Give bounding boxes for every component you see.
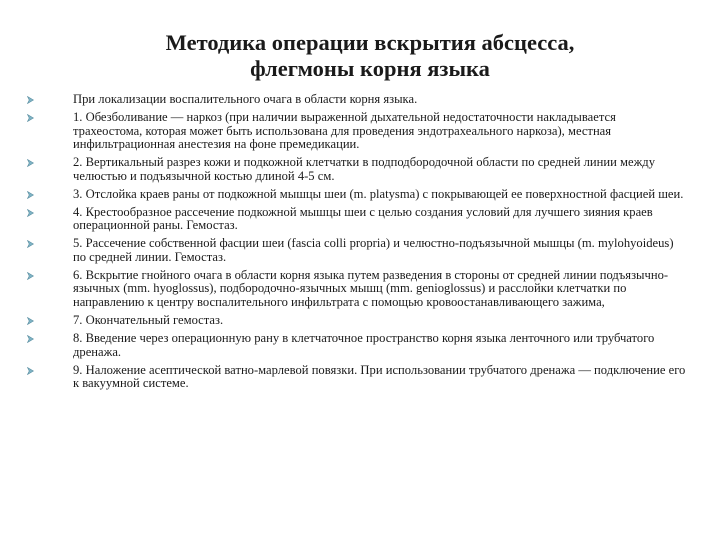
list-item xyxy=(27,111,687,152)
bullet-list xyxy=(27,93,687,395)
list-item-text: 6. Вскрытие гнойного очага в области корня языка путем разведения в стороны от средней линии подъязычно-язычных (mm. hyoglossus), подбородочно-язычных мышц (mm. genioglossus) и расслойки клетчатки по направлению к центру воспалительного инфильтрата с помощью кровоостанавливающего зажима, xyxy=(73,267,669,310)
list-item-text: 3. Отслойка краев раны от подкожной мышцы шеи (m. platysma) с покрывающей ее поверхностной фасцией шеи. xyxy=(73,186,684,201)
title-line-1: Методика операции вскрытия абсцесса, xyxy=(165,30,575,55)
list-item xyxy=(27,188,687,202)
list-item xyxy=(27,314,687,328)
list-item xyxy=(27,93,687,107)
list-item xyxy=(27,237,687,264)
triangle-arrow-bullet-icon xyxy=(27,114,34,122)
list-item-text: 4. Крестообразное рассечение подкожной мышцы шеи с целью создания условий для лучшего зияния краев операционной раны. Гемостаз. xyxy=(73,204,653,233)
list-item xyxy=(27,156,687,183)
list-item-text: 1. Обезболивание — наркоз (при наличии выраженной дыхательной недостаточности накладывается трахеостома, которая может быть использована для проведения эндотрахеального наркоза), местная инфильтрационная анестезия на фоне премедикации. xyxy=(73,109,616,152)
triangle-arrow-bullet-icon xyxy=(27,240,34,248)
slide-title xyxy=(100,30,640,82)
triangle-arrow-bullet-icon xyxy=(27,191,34,199)
list-item xyxy=(27,332,687,359)
triangle-arrow-bullet-icon xyxy=(27,159,34,167)
triangle-arrow-bullet-icon xyxy=(27,367,34,375)
list-item-text: 8. Введение через операционную рану в клетчаточное пространство корня языка ленточного или трубчатого дренажа. xyxy=(73,331,655,359)
triangle-arrow-bullet-icon xyxy=(27,209,34,217)
title-line-2: флегмоны корня языка xyxy=(250,56,490,81)
list-item-text: 7. Окончательный гемостаз. xyxy=(73,313,224,328)
list-item xyxy=(27,364,687,391)
triangle-arrow-bullet-icon xyxy=(27,272,34,280)
list-item-text: 5. Рассечение собственной фасции шеи (fascia colli propria) и челюстно-подъязычной мышцы (m. mylohyoideus) по средней линии. Гемостаз. xyxy=(73,236,674,264)
list-item-text: 2. Вертикальный разрез кожи и подкожной клетчатки в подподбородочной области по средней линии между челюстью и подъязычной костью длиной 4-5 см. xyxy=(73,155,655,183)
triangle-arrow-bullet-icon xyxy=(27,335,34,343)
list-item xyxy=(27,269,687,310)
list-item xyxy=(27,206,687,233)
triangle-arrow-bullet-icon xyxy=(27,96,34,104)
triangle-arrow-bullet-icon xyxy=(27,317,34,325)
list-item-text: При локализации воспалительного очага в области корня языка. xyxy=(73,92,418,106)
list-item-text: 9. Наложение асептической ватно-марлевой повязки. При использовании трубчатого дренажа — подключение его к вакуумной системе. xyxy=(73,362,686,391)
